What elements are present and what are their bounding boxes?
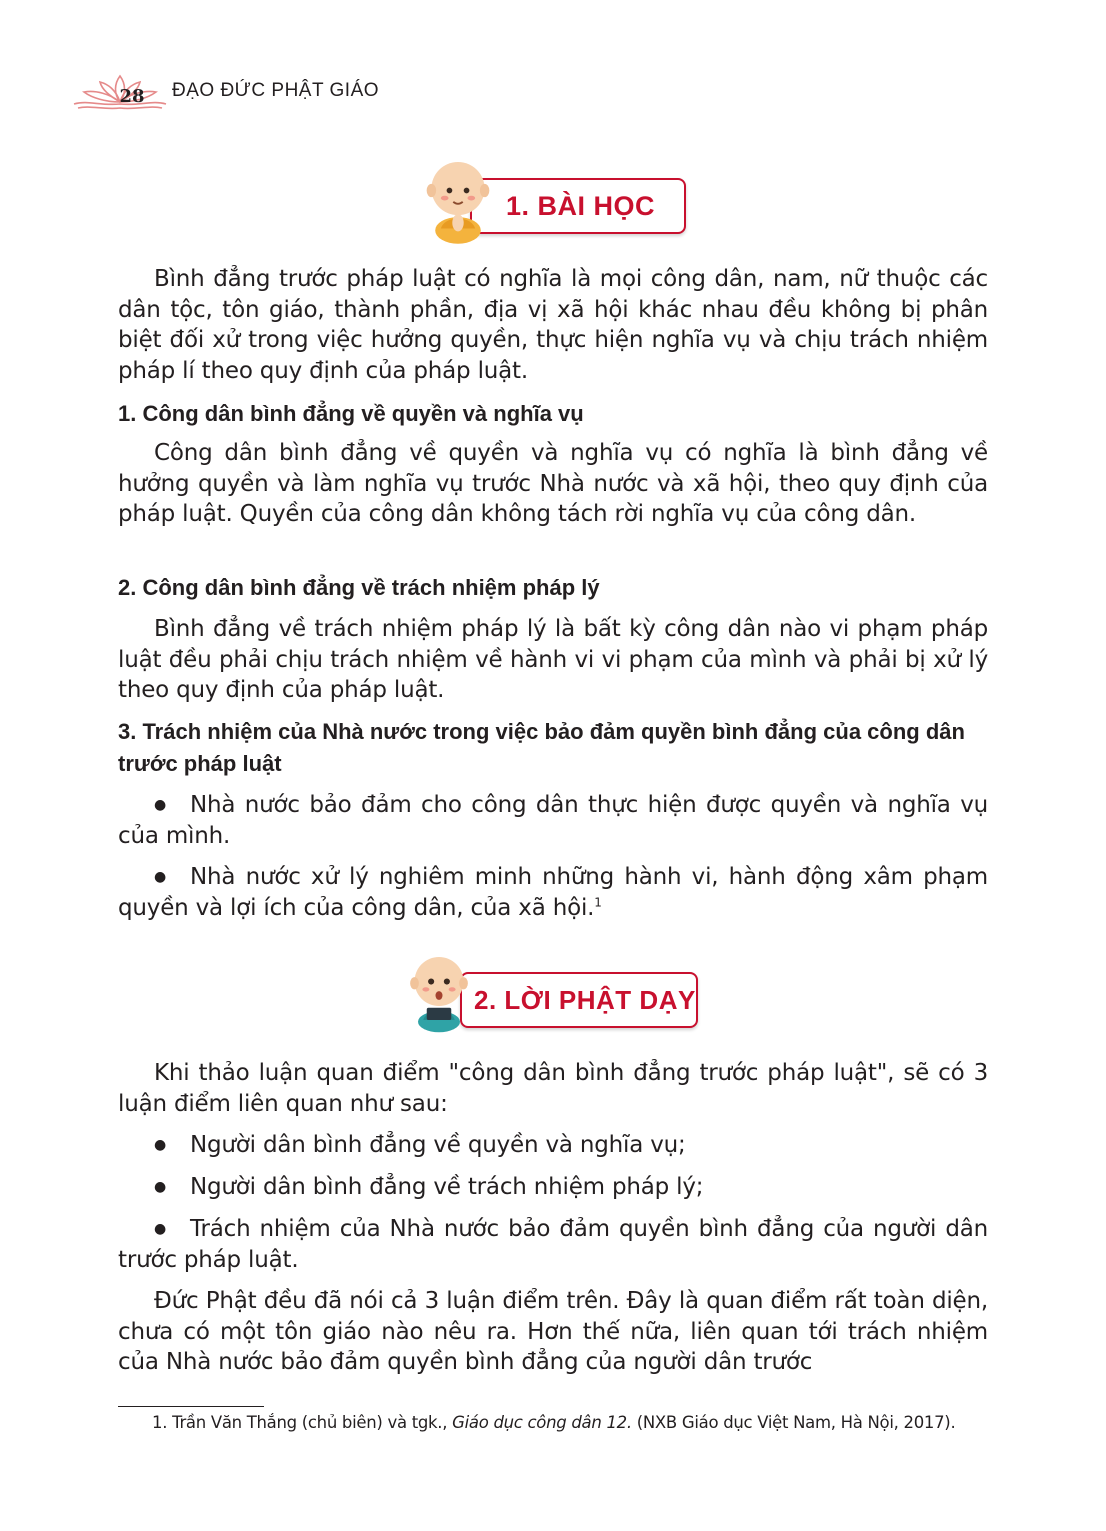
footnote: 1. Trần Văn Thắng (chủ biên) và tgk., Giáo dục công dân 12. (NXB Giáo dục Việt Nam, Hà Nội, 2017).	[152, 1413, 956, 1432]
list-item: ● Người dân bình đẳng về quyền và nghĩa vụ;	[118, 1130, 988, 1161]
bullet-icon: ●	[154, 1137, 167, 1154]
footnote-divider	[118, 1406, 264, 1407]
list-item: ● Người dân bình đẳng về trách nhiệm pháp lý;	[118, 1172, 988, 1203]
lesson-intro: Bình đẳng trước pháp luật có nghĩa là mọi công dân, nam, nữ thuộc các dân tộc, tôn giáo, thành phần, địa vị xã hội khác nhau đều không bị phân biệt đối xử trong việc hưởng quyền, thực hiện nghĩa vụ và chịu trách nhiệm pháp lí theo quy định của pháp luật.	[118, 266, 988, 384]
lesson-paragraph-1: Công dân bình đẳng về quyền và nghĩa vụ có nghĩa là bình đẳng về hưởng quyền và làm nghĩa vụ trước Nhà nước và xã hội, theo quy định của pháp luật. Quyền của công dân không tách rời nghĩa vụ của công dân.	[118, 440, 988, 527]
bullet-icon: ●	[154, 1179, 167, 1196]
lesson-heading-2: 2. Công dân bình đẳng về trách nhiệm pháp lý	[118, 575, 600, 600]
book-title: ĐẠO ĐỨC PHẬT GIÁO	[172, 80, 380, 101]
list-item: ● Nhà nước xử lý nghiêm minh những hành vi, hành động xâm phạm quyền và lợi ích của công dân, của xã hội.$^1$	[118, 864, 988, 921]
lesson-heading-1: 1. Công dân bình đẳng về quyền và nghĩa vụ	[118, 401, 584, 426]
monk-reading-icon	[404, 946, 474, 1038]
lesson-heading-3: 3. Trách nhiệm của Nhà nước trong việc bảo đảm quyền bình đẳng của công dân trước pháp luật	[118, 719, 965, 776]
bullet-icon: ●	[154, 869, 167, 886]
list-item: ● Trách nhiệm của Nhà nước bảo đảm quyền bình đẳng của người dân trước pháp luật.	[118, 1216, 988, 1273]
footnote-mark: 1	[594, 895, 602, 910]
section-title-buddha-teaching: 2. LỜI PHẬT DẠY	[474, 984, 696, 1015]
section-title-lesson: 1. BÀI HỌC	[506, 190, 656, 221]
list-item: ● Nhà nước bảo đảm cho công dân thực hiện được quyền và nghĩa vụ của mình.	[118, 792, 988, 849]
section-badge-buddha-teaching	[404, 944, 700, 1044]
page-header	[70, 70, 390, 114]
section-badge-lesson	[420, 152, 686, 252]
monk-praying-icon	[420, 152, 496, 248]
teaching-paragraph: Đức Phật đều đã nói cả 3 luận điểm trên. Đây là quan điểm rất toàn diện, chưa có một tôn giáo nào nêu ra. Hơn thế nữa, liên quan tới trách nhiệm của Nhà nước bảo đảm quyền bình đẳng của người dân trước	[118, 1288, 988, 1375]
bullet-icon: ●	[154, 797, 167, 814]
bullet-icon: ●	[154, 1221, 167, 1238]
teaching-intro: Khi thảo luận quan điểm "công dân bình đẳng trước pháp luật", sẽ có 3 luận điểm liên quan như sau:	[118, 1060, 988, 1117]
page-number: 28	[119, 86, 145, 107]
lesson-paragraph-2: Bình đẳng về trách nhiệm pháp lý là bất kỳ công dân nào vi phạm pháp luật đều phải chịu trách nhiệm về hành vi vi phạm của mình và phải bị xử lý theo quy định của pháp luật.	[118, 616, 988, 703]
